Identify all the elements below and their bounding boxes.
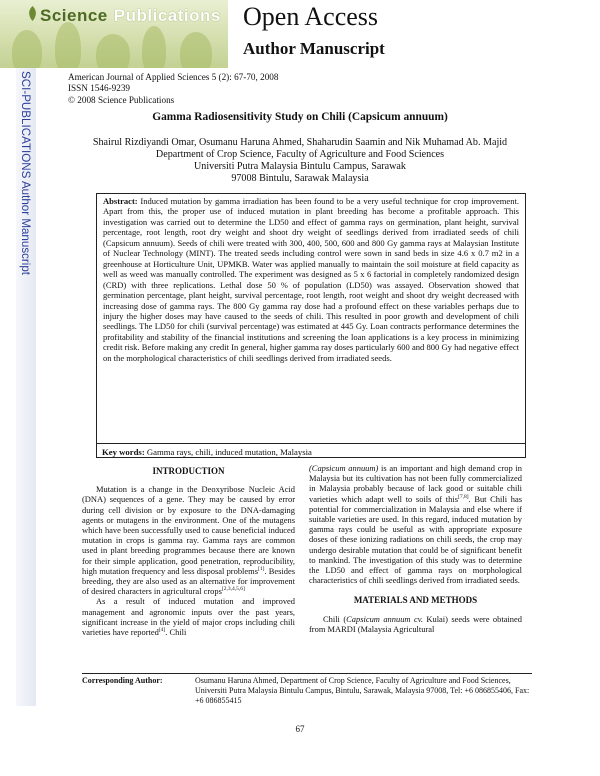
copyright: © 2008 Science Publications [68,94,175,105]
logo-text: Science Publications [40,6,221,25]
author-names: Shairul Rizdiyandi Omar, Osumanu Haruna Ahmed, Shaharudin Saamin and Nik Muhamad Ab. Majid [92,137,508,148]
sidebar-label: SCI-PUBLICATIONS Author Manuscript [19,71,32,276]
paper-title [0,111,600,123]
author-manuscript-heading: Author Manuscript [243,39,385,58]
methods-paragraph-1: Chili (Capsicum annuum cv. Kulai) seeds were obtained from MARDI (Malaysia Agricultural [309,613,522,634]
abstract-text: Induced mutation by gamma irradiation has been found to be a very useful technique for crop improvement. Apart from this, the proper use of induced mutation in plant breeding has become a profitable approach. This investigation was carried out to determine the LD50 and effect of gamma rays on germination, plant height, survival percentage, root length, root dry weight and shoot dry weight of seedlings derived from irradiated seeds of chili (Capsicum annuum). Seeds of chili were treated with 300, 400, 500, 600 and 800 Gy gamma rays at Malaysian Institute of Nuclear Technology (MINT). The treated seeds including control were sown in sand beds in size 4.6 x 0.7 m2 in a greenhouse at Horticulture Unit, UPMKB. Water was applied manually to maintain the soil moisture at field capacity as well as weed was manually controlled. The experiment was designed as 5 x 6 factorial in completely randomized design (CRD) with three replications. Lethal dose 50 % of population (LD50) was assayed. Observation showed that germination percentage, plant height, survival percentage, root length, root weight and shoot dry weight decreased with increasing dose of gamma rays. The 800 Gy gamma ray dose had a profound effect on these variables perhaps due to injury the higher doses may have caused to the seeds of chili. This resulted in poor growth and development of chili seedlings. The LD50 for chili (survival percentage) was estimated at 445 Gy. Loan contracts performance determines the profitability and stability of the financial institutions and screening the loan applications is a key process in minimizing credit risk. Before making any credit In general, higher gamma ray doses particularly 600 and 800 Gy had negative effect on the morphological characteristics of chili seedlings derived from irradiated seeds. [103,196,519,363]
author-address: 97008 Bintulu, Sarawak Malaysia [231,173,369,184]
author-university: Universiti Putra Malaysia Bintulu Campus, Sarawak [194,161,406,172]
materials-methods-heading: MATERIALS AND METHODS [353,595,478,606]
paper-title-text: Gamma Radiosensitivity Study on Chili (Capsicum annuum) [152,111,448,123]
open-access-heading: Open Access [243,2,379,31]
intro-paragraph-1: Mutation is a change in the Deoxyribose Nucleic Acid (DNA) sequences of a gene. They may be caused by error during cell division or by exposure to the DNA-damaging agents or mutagens in the environment. One of the mutagens which have been successfully used to cause beneficial induced mutation in crops is gamma ray. Gamma rays are common used in plant breeding programmes because there are known for their simple application, good penetration, reproducibility, high mutation frequency and less disposal problems[1]. Besides breeding, they are also used as an alternative for improvement of desired characters in agricultural crops[2,3,4,5,6] [82,484,295,597]
keywords-label: Key words: [102,447,145,457]
abstract-label: Abstract: [103,196,138,206]
publisher-logo [0,0,228,68]
intro-paragraph-2: As a result of induced mutation and improved management and agronomic inputs over the past years, significant increase in the yield of major crops including chili varieties have reported[4]. Chili [82,596,295,638]
header-banner [0,0,600,68]
abstract-box [96,193,526,458]
keywords [96,443,526,457]
left-column [82,463,295,665]
author-block [0,137,600,185]
corresponding-author [82,673,532,706]
leaf-icon [27,6,38,21]
journal-citation: American Journal of Applied Sciences 5 (2): 67-70, 2008 [68,72,279,82]
keywords-text: Gamma rays, chili, induced mutation, Malaysia [146,447,312,457]
right-paragraph-1: (Capsicum annuum) is an important and high demand crop in Malaysia but its cultivation has not been fully commercialized in Malaysia probably because of lack good or suitable chili varieties which adapt well to soils of this[7,8]. But Chili has potential for commercialization in Malaysia and else where if suitable varieties are used. In this regard, induced mutation by gamma rays could be useful as with appropriate exposure doses of these ionizing radiations on chili seeds, the crop may undergo desirable mutation that could be of significant benefit to mankind. The investigation of this study was to determine the LD50 and effect of gamma rays on morphological characteristics of chili seedlings derived from irradiated seeds. [309,463,522,586]
sidebar-label-container [18,71,34,331]
author-department: Department of Crop Science, Faculty of Agriculture and Food Sciences [155,149,445,160]
introduction-heading: INTRODUCTION [152,466,225,476]
issn: ISSN 1546-9239 [68,83,131,94]
page-number: 67 [295,724,305,734]
journal-meta [68,72,279,106]
corresponding-author-text: Osumanu Haruna Ahmed, Department of Crop Science, Faculty of Agriculture and Food Sciences, Universiti Putra Malaysia Bintulu Campus, Bintulu, Sarawak, Malaysia 97008, Tel: +6 086855406, Fax: +6 086855415 [195,676,530,705]
right-column [309,463,522,665]
corresponding-author-label: Corresponding Author: [82,676,163,685]
